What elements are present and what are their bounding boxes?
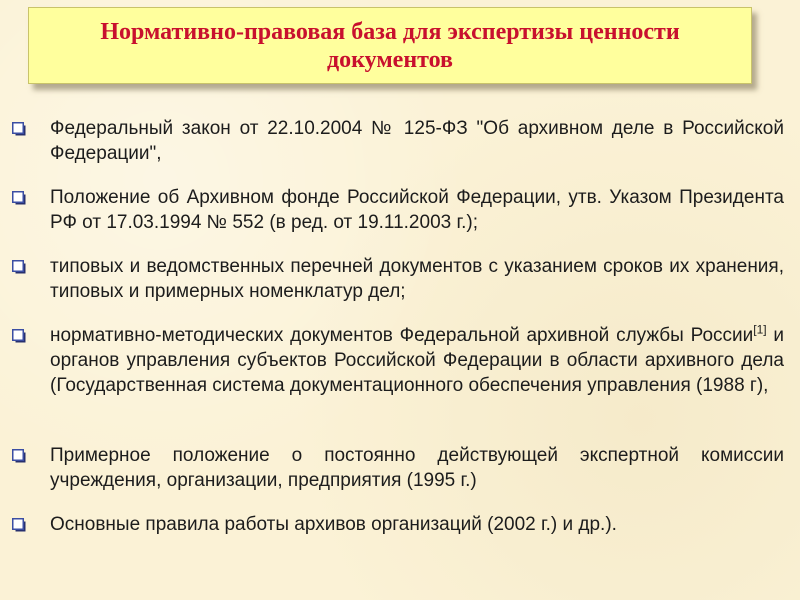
checkbox-square-icon <box>12 449 28 463</box>
list-item <box>12 443 784 493</box>
checkbox-square-icon <box>12 191 28 205</box>
list-item-text-after: и органов управления субъектов Российской Федерации в области архивного дела (Государственная система документационного обеспечения управления (1988 г), <box>50 325 784 396</box>
checkbox-square-icon <box>12 260 28 274</box>
footnote-reference[interactable]: [1] <box>753 322 767 337</box>
list-item-text: Примерное положение о постоянно действующей экспертной комиссии учреждения, организации, предприятия (1995 г.) <box>50 445 784 491</box>
list-item <box>12 323 784 398</box>
checkbox-square-icon <box>12 122 28 136</box>
checkbox-square-icon <box>12 518 28 532</box>
list-item <box>12 254 784 304</box>
list-item-text: Положение об Архивном фонде Российской Федерации, утв. Указом Президента РФ от 17.03.1994 № 552 (в ред. от 19.11.2003 г.); <box>50 187 784 233</box>
list-item-text-before: нормативно-методических документов Федеральной архивной службы России <box>50 325 754 346</box>
list-item-text: Федеральный закон от 22.10.2004 № 125-ФЗ "Об архивном деле в Российской Федерации", <box>50 118 784 164</box>
list-item-text <box>50 323 784 398</box>
checkbox-square-icon <box>12 329 28 343</box>
list-item-text: типовых и ведомственных перечней документов с указанием сроков их хранения, типовых и примерных номенклатур дел; <box>50 256 784 302</box>
list-item-text: Основные правила работы архивов организаций (2002 г.) и др.). <box>50 514 617 535</box>
list-item <box>12 512 784 537</box>
list-item <box>12 116 784 166</box>
list-item <box>12 185 784 235</box>
slide-title: Нормативно-правовая база для экспертизы ценности документов <box>100 18 680 73</box>
